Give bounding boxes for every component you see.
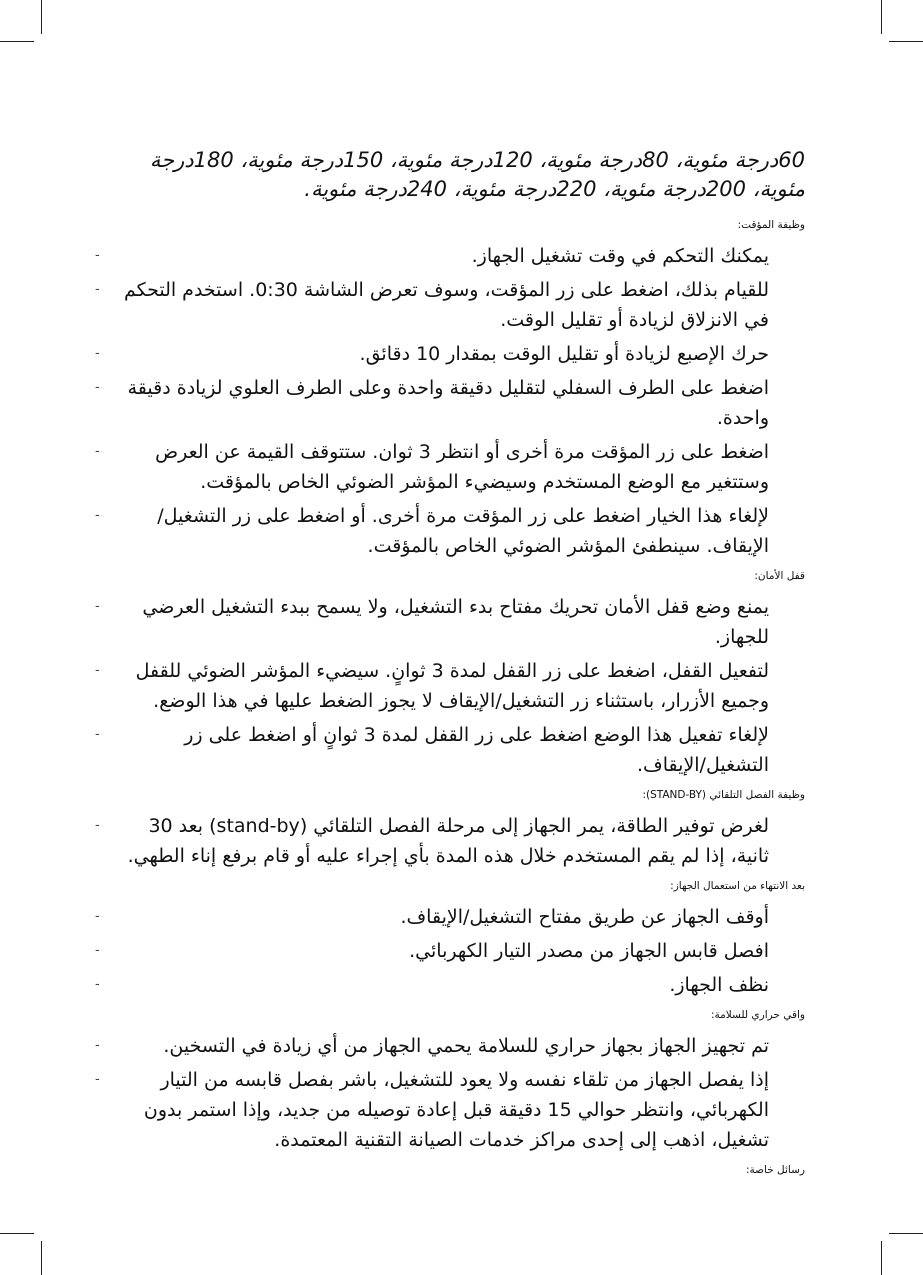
list-item: - أوقف الجهاز عن طريق مفتاح التشغيل/الإيقاف.: [95, 902, 769, 932]
sections-container: [95, 218, 805, 1177]
crop-mark: [0, 41, 34, 42]
list-item: - يمنع وضع قفل الأمان تحريك مفتاح بدء التشغيل، ولا يسمح ببدء التشغيل العرضي للجهاز.: [95, 592, 769, 652]
bullet-list: [95, 811, 805, 871]
crop-mark: [889, 1233, 923, 1234]
bullet-list: [95, 1031, 805, 1155]
section-heading: بعد الانتهاء من استعمال الجهاز:: [670, 880, 805, 892]
list-item: - افصل قابس الجهاز من مصدر التيار الكهربائي.: [95, 936, 769, 966]
bullet-list: [95, 592, 805, 780]
list-item: - للقيام بذلك، اضغط على زر المؤقت، وسوف تعرض الشاشة 0:30. استخدم التحكم في الانزلاق لزيادة أو تقليل الوقت.: [95, 275, 769, 335]
crop-mark: [881, 1241, 882, 1275]
list-item: - لإلغاء تفعيل هذا الوضع اضغط على زر القفل لمدة 3 ثوانٍ أو اضغط على زر التشغيل/الإيقاف.: [95, 720, 769, 780]
list-item: - اضغط على زر المؤقت مرة أخرى أو انتظر 3 ثوان. ستتوقف القيمة عن العرض وستتغير مع الوضع المستخدم وسيضيء المؤشر الضوئي الخاص بالمؤقت.: [95, 437, 769, 497]
list-item: - نظف الجهاز.: [95, 970, 769, 1000]
list-item: - اضغط على الطرف السفلي لتقليل دقيقة واحدة وعلى الطرف العلوي لزيادة دقيقة واحدة.: [95, 373, 769, 433]
crop-mark: [0, 1233, 34, 1234]
section-heading: وظيفة الفصل التلقائي (STAND-BY):: [642, 789, 805, 801]
crop-mark: [41, 0, 42, 34]
crop-mark: [881, 0, 882, 34]
list-item: - لتفعيل القفل، اضغط على زر القفل لمدة 3 ثوانٍ. سيضيء المؤشر الضوئي للقفل وجميع الأزرار، باستثناء زر التشغيل/الإيقاف لا يجوز الضغط عليها في هذا الوضع.: [95, 656, 769, 716]
bullet-list: [95, 241, 805, 561]
section-heading: واقي حراري للسلامة:: [710, 1009, 805, 1021]
list-item: - إذا يفصل الجهاز من تلقاء نفسه ولا يعود للتشغيل، باشر بفصل قابسه من التيار الكهربائي، وانتظر حوالي 15 دقيقة قبل إعادة توصيله من جديد، وإذا استمر بدون تشغيل، اذهب إلى إحدى مراكز خدمات الصيانة التقنية المعتمدة.: [95, 1065, 769, 1155]
document-body: [95, 146, 805, 1186]
section-heading: قفل الأمان:: [754, 570, 805, 582]
list-item: - تم تجهيز الجهاز بجهاز حراري للسلامة يحمي الجهاز من أي زيادة في التسخين.: [95, 1031, 769, 1061]
list-item: - حرك الإصبع لزيادة أو تقليل الوقت بمقدار 10 دقائق.: [95, 339, 769, 369]
temperature-list: 60درجة مئوية، 80درجة مئوية، 120درجة مئوية، 150درجة مئوية، 180درجة مئوية، 200درجة مئوية، 220درجة مئوية، 240درجة مئوية.: [149, 148, 805, 201]
crop-mark: [41, 1241, 42, 1275]
list-item: - لإلغاء هذا الخيار اضغط على زر المؤقت مرة أخرى. أو اضغط على زر التشغيل/الإيقاف. سينطفئ المؤشر الضوئي الخاص بالمؤقت.: [95, 501, 769, 561]
crop-mark: [889, 41, 923, 42]
bullet-list: [95, 902, 805, 1000]
list-item: - يمكنك التحكم في وقت تشغيل الجهاز.: [95, 241, 769, 271]
list-item: - لغرض توفير الطاقة، يمر الجهاز إلى مرحلة الفصل التلقائي (stand-by) بعد 30 ثانية، إذا لم يقم المستخدم خلال هذه المدة بأي إجراء عليه أو قام برفع إناء الطهي.: [95, 811, 769, 871]
section-heading: وظيفة المؤقت:: [737, 219, 805, 231]
section-heading: رسائل خاصة:: [745, 1164, 805, 1176]
